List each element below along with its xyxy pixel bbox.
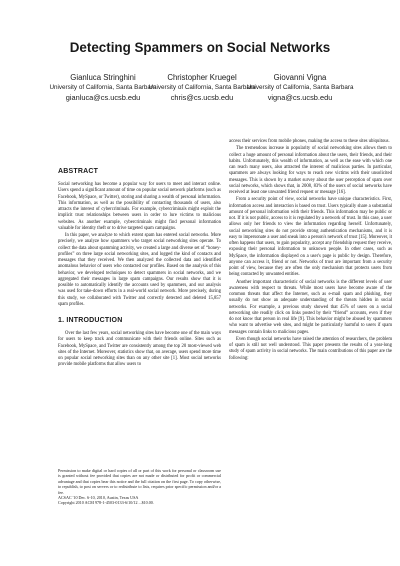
- footnote-permission: Permission to make digital or hard copies of all or part of this work for personal or classroom use is granted without fee provided that copies are not made or distributed for profit or commercial advantage and that copies bear this notice and the full citation on the first page. To copy otherwise, to republish, to post on servers or to redistribute to lists, requires prior specific permission and/or a fee.: [58, 468, 221, 495]
- author-affiliation: University of California, Santa Barbara: [148, 84, 256, 92]
- paper-title: Detecting Spammers on Social Networks: [69, 40, 331, 55]
- author-email: gianluca@cs.ucsb.edu: [65, 92, 141, 102]
- intro-paragraph: Over the last few years, social networking sites have become one of the main ways for users to keep track and communicate with their friends online. Sites such as Facebook, MySpace, and Twitter are consistently among the top 20 most-viewed web sites of the Internet. Moreover, statistics show that, on average, users spend more time on popular social networking sites than on any other site [1]. Most social networks provide mobile platforms that allow users to: [58, 331, 221, 368]
- author-block: [244, 74, 356, 102]
- author-name: Christopher Kruegel: [167, 73, 237, 82]
- right-column: [229, 139, 392, 362]
- author-block: [47, 74, 159, 102]
- abstract-heading: ABSTRACT: [58, 168, 99, 175]
- body-paragraph: From a security point of view, social networks have unique characteristics. First, information access and interaction is based on trust. Users typically share a substantial amount of personal information with their friends. This information may be public or not. If it is not public, access to it is regulated by a network of trust. In this case, a user allows only her friends to view the information regarding herself. Unfortunately, social networking sites do not provide strong authentication mechanisms, and it is easy to impersonate a user and sneak into a person's network of trust [15]. Moreover, it often happens that users, to gain popularity, accept any friendship request they receive, exposing their personal information to unknown people. In other cases, such as MySpace, the information displayed on a user's page is public by design. Therefore, anyone can access it, friend or not. Networks of trust are important from a security point of view, because they are often the only mechanism that protects users from being contacted by unwanted entities.: [229, 197, 392, 278]
- body-paragraph: Another important characteristic of social networks is the different levels of user awareness with respect to threats. While most users have become aware of the common threats that affect the Internet, such as e-mail spam and phishing, they usually do not show an adequate understanding of the threats hidden in social networks. For example, a previous study showed that 45% of users on a social networking site readily click on links posted by their “friend” accounts, even if they do not know that person in real life [9]. This behavior might be abused by spammers who want to advertise web sites, and might be particularly harmful to users if spam messages contain links to malicious pages.: [229, 279, 392, 335]
- author-email: vigna@cs.ucsb.edu: [267, 92, 333, 102]
- body-paragraph: access their services from mobile phones, making the access to these sites ubiquitous.: [229, 139, 390, 144]
- abstract-paragraph: Social networking has become a popular way for users to meet and interact online. Users spend a significant amount of time on popular social network platforms (such as Facebook, MySpace, or Twitter), storing and sharing a wealth of personal information. This information, as well as the possibility of contacting thousands of users, also attracts the interest of cybercriminals. For example, cybercriminals might exploit the implicit trust relationships between users in order to lure victims to malicious websites. As another example, cybercriminals might find personal information valuable for identity theft or to drive targeted spam campaigns.: [58, 182, 221, 231]
- author-email: chris@cs.ucsb.edu: [170, 92, 234, 102]
- author-affiliation: University of California, Santa Barbara: [49, 84, 157, 92]
- copyright-footnote: [58, 468, 221, 506]
- author-affiliation: University of California, Santa Barbara: [246, 84, 354, 92]
- footnote-conference: ACSAC '10 Dec. 6-10, 2010, Austin, Texas USA: [58, 495, 139, 501]
- author-block: [146, 74, 258, 102]
- author-name: Gianluca Stringhini: [70, 73, 136, 82]
- body-paragraph: The tremendous increase in popularity of social networking sites allows them to collect a huge amount of personal information about the users, their friends, and their habits. Unfortunately, this wealth of information, as well as the ease with which one can reach many users, also attracted the interest of malicious parties. In particular, spammers are always looking for ways to reach new victims with their unsolicited messages. This is shown by a market survey about the user perception of spam over social networks, which shows that, in 2008, 83% of the users of social networks have received at least one unwanted friend request or message [16].: [229, 146, 392, 195]
- body-paragraph: Even though social networks have raised the attention of researchers, the problem of spam is still not well understood. This paper presents the results of a year-long study of spam activity in social networks. The main contributions of this paper are the following:: [229, 336, 392, 361]
- footnote-copyright: Copyright 2010 ACM 978-1-4503-0133-6/10/12 ...$10.00.: [58, 500, 154, 506]
- intro-heading: 1. INTRODUCTION: [58, 317, 123, 324]
- left-column: [58, 168, 221, 369]
- author-name: Giovanni Vigna: [273, 73, 327, 82]
- abstract-paragraph: In this paper, we analyze to which extent spam has entered social networks. More precisely, we analyze how spammers who target social networking sites operate. To collect the data about spamming activity, we created a large and diverse set of “honey-profiles” on three large social networking sites, and logged the kind of contacts and messages that they received. We then analyzed the collected data and identified anomalous behavior of users who contacted our profiles. Based on the analysis of this behavior, we developed techniques to detect spammers in social networks, and we aggregated their messages in large spam campaigns. Our results show that it is possible to automatically identify the accounts used by spammers, and our analysis was used for take-down efforts in a real-world social network. More precisely, during this study, we collaborated with Twitter and correctly detected and deleted 15,857 spam profiles.: [58, 233, 221, 307]
